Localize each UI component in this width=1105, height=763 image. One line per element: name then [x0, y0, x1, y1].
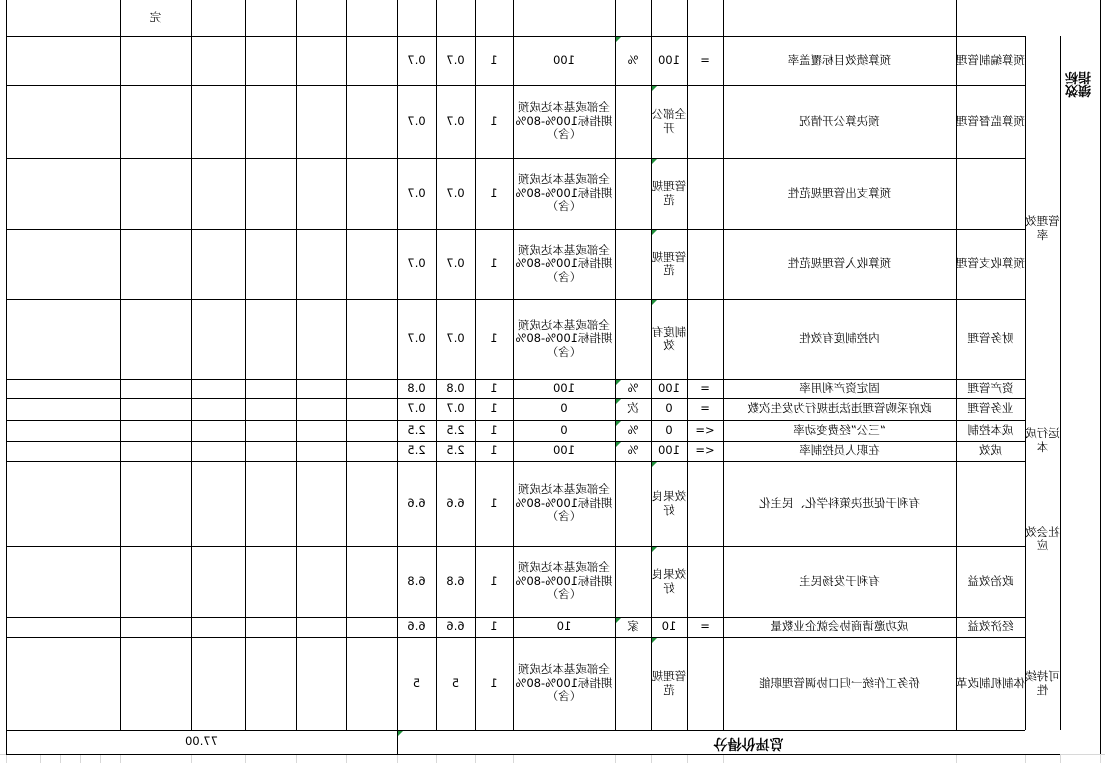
target-value: 制度有效 [651, 324, 687, 352]
score-actual: 6.8 [407, 573, 426, 588]
score-actual: 0.7 [407, 185, 426, 200]
score-actual: 0.8 [407, 380, 426, 395]
score-standard: 全部或基本达成预期指标100%-80%（含） [515, 100, 613, 142]
target-value: 100 [658, 380, 680, 395]
grid-line [120, 0, 121, 730]
score-coef: 1 [490, 185, 498, 200]
level3-label: 预算监督管理 [956, 113, 1025, 128]
score-actual: 2.5 [407, 443, 426, 458]
grid-line [723, 754, 724, 763]
unit-cell: % [627, 443, 639, 458]
score-standard: 全部或基本达成预期指标100%-80%（含） [515, 482, 613, 524]
operator-cell: = [700, 52, 710, 67]
score-actual: 0.7 [407, 113, 426, 128]
grid-line [40, 754, 41, 763]
grid-line [397, 754, 398, 763]
grid-line [80, 754, 81, 763]
score-standard: 全部或基本达成预期指标100%-80%（含） [515, 172, 613, 214]
operator-cell: = [700, 401, 710, 416]
indicator-name: 在职人员控制率 [799, 443, 880, 458]
level3-label: 业务管理 [967, 401, 1014, 416]
indicator-name: 有利于促进决策科学化、民主化 [759, 495, 920, 510]
unit-cell: 次 [627, 401, 639, 416]
score-standard: 100 [553, 380, 575, 395]
indicator-name: 固定资产利用率 [799, 380, 880, 395]
grid-line [1100, 754, 1101, 763]
level3-label: 成本控制 [967, 422, 1014, 437]
score-coef: 1 [490, 401, 498, 416]
score-weight: 0.7 [446, 185, 465, 200]
score-actual: 5 [412, 675, 421, 690]
grid-line [245, 754, 246, 763]
grid-line [436, 754, 437, 763]
score-standard: 100 [553, 443, 575, 458]
level3-label: 财务管理 [967, 331, 1014, 346]
target-value: 管理规范 [651, 179, 687, 207]
operator-cell [687, 229, 723, 299]
unit-cell: % [627, 52, 639, 67]
level2-label: 社会效应 [1025, 524, 1060, 552]
level3-label: 预算收支管理 [956, 256, 1025, 271]
score-standard: 全部或基本达成预期指标100%-80%（含） [515, 560, 613, 602]
grid-line [6, 754, 1060, 755]
operator-cell [687, 546, 723, 617]
target-value: 10 [661, 619, 677, 634]
grid-line [1100, 0, 1101, 754]
score-weight: 6.6 [446, 495, 465, 510]
indicator-name: 内控制度有效性 [799, 331, 880, 346]
unit-cell: % [627, 380, 639, 395]
unit-cell [615, 85, 651, 158]
score-weight: 0.7 [446, 401, 465, 416]
grid-line [296, 754, 297, 763]
score-actual: 0.7 [407, 401, 426, 416]
target-value: 100 [658, 52, 680, 67]
target-value: 0 [665, 401, 673, 416]
total-score-value: 77.00 [185, 734, 218, 749]
target-value: 管理规范 [651, 249, 687, 277]
unit-cell [615, 229, 651, 299]
grid-line [687, 754, 688, 763]
grid-line [1025, 36, 1026, 730]
grid-line [346, 0, 347, 730]
score-standard: 全部或基本达成预期指标100%-80%（含） [515, 242, 613, 284]
operator-cell [687, 85, 723, 158]
score-weight: 6.8 [446, 573, 465, 588]
score-weight: 0.7 [446, 256, 465, 271]
indicator-name: 预算收入管理规范性 [787, 256, 892, 271]
operator-cell [687, 299, 723, 379]
target-value: 全部公开 [651, 107, 687, 135]
operator-cell [687, 637, 723, 730]
score-weight: 0.7 [446, 52, 465, 67]
level2-label: 运行成本 [1025, 426, 1060, 454]
grid-line [191, 754, 192, 763]
score-weight: 5 [451, 675, 460, 690]
level2-label: 可持续性 [1025, 669, 1060, 697]
score-actual: 0.7 [407, 52, 426, 67]
operator-cell [687, 461, 723, 546]
target-value: 管理规范 [651, 669, 687, 697]
target-value: 0 [665, 422, 673, 437]
score-coef: 1 [490, 675, 498, 690]
grid-line [956, 754, 957, 763]
operator-cell [687, 158, 723, 229]
grid-line [120, 754, 121, 763]
indicator-name: 有利于发扬民主 [799, 573, 880, 588]
indicator-name: 成功邀请商协会就企业数量 [770, 619, 909, 634]
grid-line [513, 754, 514, 763]
score-weight: 2.5 [446, 422, 465, 437]
score-standard: 全部或基本达成预期指标100%-80%（含） [515, 662, 613, 704]
score-weight: 6.6 [446, 619, 465, 634]
score-coef: 1 [490, 256, 498, 271]
level2-label: 管理效率 [1025, 214, 1060, 242]
score-actual: 0.7 [407, 256, 426, 271]
level3-label: 预算编制管理 [956, 52, 1025, 67]
indicator-name: 预算绩效目标覆盖率 [787, 52, 892, 67]
level3-label: 体制机制改革 [956, 675, 1025, 690]
target-value: 效果良好 [651, 567, 687, 595]
level3-label: 经济效益 [967, 619, 1014, 634]
score-standard: 0 [560, 401, 568, 416]
score-weight: 0.7 [446, 113, 465, 128]
score-coef: 1 [490, 495, 498, 510]
score-actual: 6.6 [407, 619, 426, 634]
grid-line [245, 0, 246, 730]
total-score-label: 总评价得分 [713, 734, 784, 751]
grid-line [1025, 754, 1026, 763]
unit-cell: 家 [627, 619, 639, 634]
unit-cell [615, 158, 651, 229]
score-coef: 1 [490, 619, 498, 634]
operator-cell: = [700, 619, 710, 634]
operator-cell: <= [695, 422, 715, 437]
score-coef: 1 [490, 422, 498, 437]
score-coef: 1 [490, 331, 498, 346]
score-actual: 6.6 [407, 495, 426, 510]
score-standard: 10 [556, 619, 572, 634]
grid-line [475, 754, 476, 763]
grid-line [6, 754, 7, 763]
unit-cell [615, 637, 651, 730]
score-weight: 0.7 [446, 331, 465, 346]
grid-line [346, 754, 347, 763]
score-standard: 全部或基本达成预期指标100%-80%（含） [515, 317, 613, 359]
operator-cell: = [700, 380, 710, 395]
level3-label: 成效 [979, 443, 1002, 458]
unit-cell: % [627, 422, 639, 437]
score-coef: 1 [490, 113, 498, 128]
indicator-name: 侨务工作统一归口协调管理职能 [759, 675, 920, 690]
score-actual: 0.7 [407, 331, 426, 346]
target-value: 效果良好 [651, 489, 687, 517]
score-coef: 1 [490, 573, 498, 588]
score-coef: 1 [490, 52, 498, 67]
unit-cell [615, 461, 651, 546]
group-label: 绩效指标 [1065, 69, 1092, 98]
score-weight: 2.5 [446, 443, 465, 458]
operator-cell: <= [695, 443, 715, 458]
grid-line [1060, 754, 1061, 763]
level3-label: 资产管理 [967, 380, 1014, 395]
cell-fragment: 完 [149, 10, 162, 25]
grid-line [191, 0, 192, 730]
unit-cell [615, 299, 651, 379]
score-actual: 2.5 [407, 422, 426, 437]
score-coef: 1 [490, 443, 498, 458]
grid-line [651, 754, 652, 763]
grid-line [6, 0, 7, 730]
grid-line [296, 0, 297, 730]
indicator-name: 预算支出管理规范性 [787, 185, 892, 200]
unit-cell [615, 546, 651, 617]
indicator-name: “三公”经费变动率 [793, 422, 886, 437]
grid-line [60, 754, 61, 763]
score-weight: 0.8 [446, 380, 465, 395]
grid-line [100, 754, 101, 763]
level3-label: 政治效益 [967, 573, 1014, 588]
score-coef: 1 [490, 380, 498, 395]
score-standard: 0 [560, 422, 568, 437]
target-value: 100 [658, 443, 680, 458]
indicator-name: 预决算公开情况 [799, 113, 880, 128]
grid-line [615, 754, 616, 763]
grid-line [1060, 36, 1061, 730]
indicator-name: 政府采购管理违法违规行为发生次数 [747, 401, 932, 416]
score-standard: 100 [553, 52, 575, 67]
